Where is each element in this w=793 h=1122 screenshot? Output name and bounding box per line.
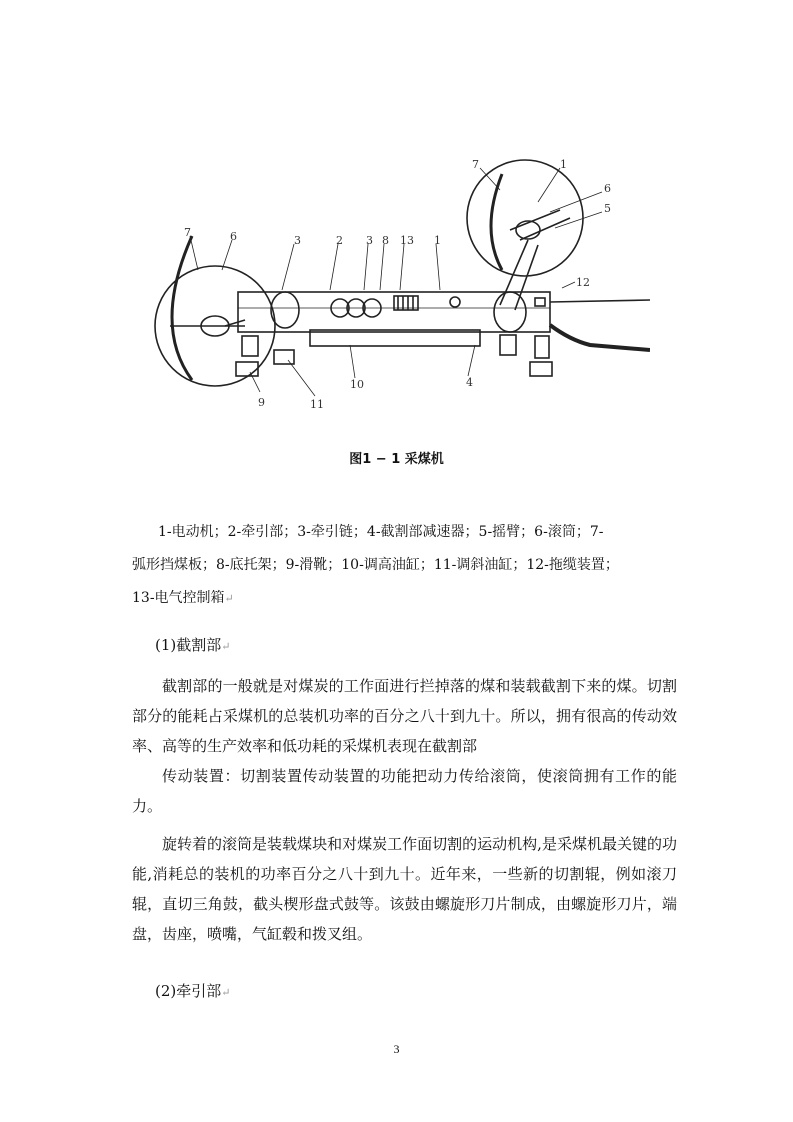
fig-label: 10 bbox=[350, 378, 364, 391]
paragraph-drum: 旋转着的滚筒是装载煤块和对煤炭工作面切割的运动机构,是采煤机最关键的功能,消耗总的装机的功率百分之八十到九十。近年来，一些新的切割辊，例如滚刀辊，直切三角鼓，截头楔形盘式鼓等。该鼓由螺旋形刀片制成，由螺旋形刀片，端盘，齿座，喷嘴，气缸毂和拨叉组。 bbox=[132, 835, 677, 943]
fig-label: 2 bbox=[336, 234, 343, 247]
figure-caption: 图1 − 1 采煤机 bbox=[349, 452, 444, 467]
fig-label: 12 bbox=[576, 276, 590, 289]
fig-label: 1 bbox=[434, 234, 441, 247]
fig-label: 7 bbox=[184, 226, 191, 239]
figure-legend bbox=[132, 516, 677, 615]
legend-line-text: 13-电气控制箱 bbox=[132, 590, 225, 606]
fig-label: 6 bbox=[230, 230, 237, 243]
legend-line bbox=[132, 582, 677, 615]
fig-label: 1 bbox=[560, 158, 567, 171]
section-heading-text: (1)截割部 bbox=[155, 636, 222, 654]
return-mark: ↵ bbox=[221, 640, 231, 653]
fig-label: 5 bbox=[604, 202, 611, 215]
fig-label: 8 bbox=[382, 234, 389, 247]
legend-line: 1-电动机；2-牵引部；3-牵引链；4-截割部减速器；5-摇臂；6-滚筒；7- bbox=[158, 524, 604, 540]
fig-label: 3 bbox=[366, 234, 373, 247]
return-mark: ↵ bbox=[221, 986, 231, 999]
fig-label: 6 bbox=[604, 182, 611, 195]
shearer-drawing bbox=[150, 140, 650, 420]
legend-line: 弧形挡煤板；8-底托架；9-滑靴；10-调高油缸；11-调斜油缸；12-拖缆装置； bbox=[132, 557, 619, 573]
fig-label: 3 bbox=[294, 234, 301, 247]
left-coal-plate bbox=[172, 236, 192, 380]
fig-label: 13 bbox=[400, 234, 414, 247]
page-number: 3 bbox=[393, 1042, 400, 1056]
section-heading-2 bbox=[155, 980, 230, 1001]
right-coal-plate bbox=[491, 174, 502, 270]
section-heading-text: (2)牵引部 bbox=[155, 982, 222, 1000]
fig-label: 7 bbox=[472, 158, 479, 171]
fig-label: 9 bbox=[258, 396, 265, 409]
paragraph-transmission: 传动装置：切割装置传动装置的功能把动力传给滚筒，使滚筒拥有工作的能力。 bbox=[132, 767, 677, 815]
fig-label: 11 bbox=[310, 398, 324, 411]
shearer-figure bbox=[150, 140, 650, 420]
return-mark: ↵ bbox=[224, 592, 234, 605]
fig-label: 4 bbox=[466, 376, 473, 389]
paragraph-cutting: 截割部的一般就是对煤炭的工作面进行拦掉落的煤和装载截割下来的煤。切割部分的能耗占采煤机的总装机功率的百分之八十到九十。所以，拥有很高的传动效率、高等的生产效率和低功耗的采煤机表现在截割部 bbox=[132, 677, 677, 755]
section-heading-1 bbox=[155, 634, 230, 655]
right-drum bbox=[467, 160, 583, 276]
